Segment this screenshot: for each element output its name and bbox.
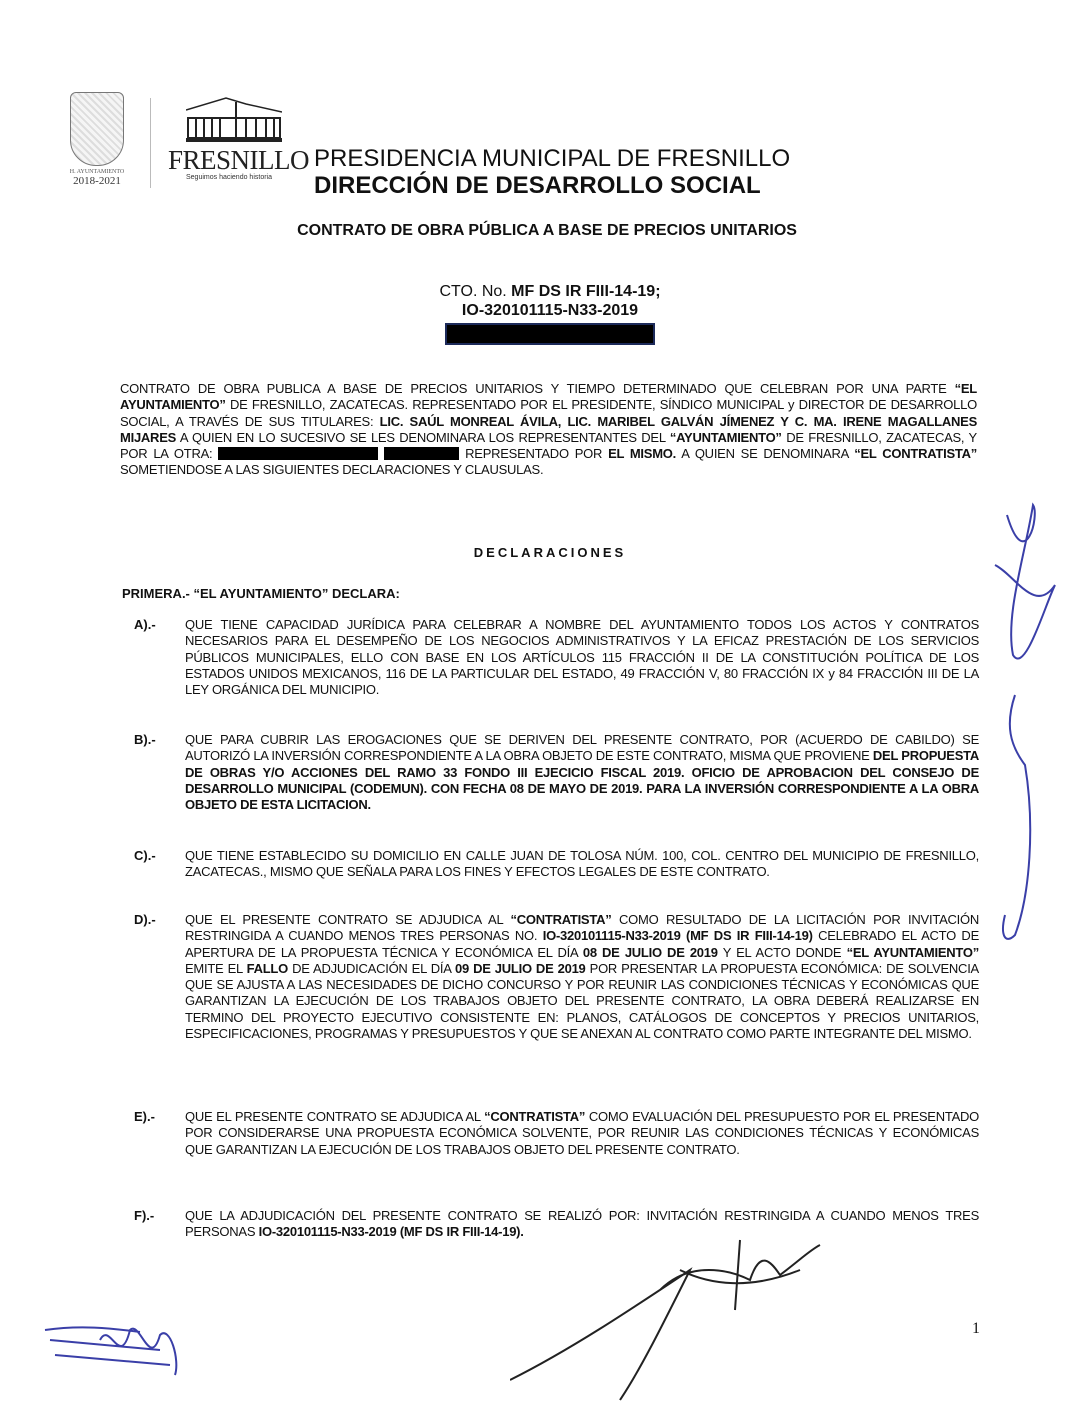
text-segment: Y EL ACTO DONDE xyxy=(717,944,847,960)
bold-text: LIC. SAÚL MONREAL ÁVILA, LIC. MARIBEL GALVÁN JÍMENEZ Y C. MA. IRENE MAGALLANES MIJARES xyxy=(120,413,977,445)
coat-of-arms-icon xyxy=(70,92,124,166)
item-letter: A).- xyxy=(134,617,156,632)
declaration-item xyxy=(122,1109,979,1158)
text-segment: CONTRATO DE OBRA PUBLICA A BASE DE PRECIOS UNITARIOS Y TIEMPO DETERMINADO QUE CELEBRAN POR UNA PARTE xyxy=(120,381,955,396)
text-segment: COMO EVALUACIÓN DEL PRESUPUESTO POR EL PRESENTADO POR CONSIDERARSE UNA PROPUESTA ECONÓMICA SOLVENTE, POR REUNIR LAS CONDICIONES TÉCNICAS Y ECONÓMICAS QUE GARANTIZAN LA EJECUCIÓN DE LOS TRABAJOS OBJETO DEL PRESENTE CONTRATO. xyxy=(185,1109,979,1157)
text-segment: DE FRESNILLO, ZACATECAS. REPRESENTADO POR EL PRESIDENTE, SÍNDICO MUNICIPAL y DIRECTOR DE DESARROLLO SOCIAL, A TRAVÉS DE SUS TITULARES: xyxy=(120,397,977,429)
header-divider xyxy=(150,98,151,188)
signature-right-margin xyxy=(985,495,1088,965)
item-letter: E).- xyxy=(134,1109,155,1124)
bold-text: 08 DE JULIO DE 2019 xyxy=(582,944,718,960)
text-segment: A QUIEN EN LO SUCESIVO SE LES DENOMINARA LOS REPRESENTANTES DEL xyxy=(176,429,670,445)
redaction-bar xyxy=(384,447,459,460)
bold-text: EL MISMO. xyxy=(608,446,677,462)
bold-text: 09 DE JULIO DE 2019 xyxy=(455,960,586,976)
text-segment: QUE TIENE CAPACIDAD JURÍDICA PARA CELEBRAR A NOMBRE DEL AYUNTAMIENTO TODOS LOS ACTOS Y CONTRATOS NECESARIOS PARA EL DESEMPEÑO DE LOS NEGOCIOS ADMINISTRATIVOS Y LA EFICAZ PRESTACIÓN DE LOS SERVICIOS PÚBLICOS MUNICIPALES, ELLO CON BASE EN LOS ARTÍCULOS 115 FRACCIÓN II DE LA CONSTITUCIÓN POLÍTICA DE LOS ESTADOS UNIDOS MEXICANOS, 116 DE LA PARTICULAR DEL ESTADO, 49 FRACCIÓN V, 80 FRACCIÓN IX y 84 FRACCIÓN III DE LA LEY ORGÁNICA DEL MUNICIPIO. xyxy=(185,617,979,698)
seal-label: H. AYUNTAMIENTO xyxy=(69,169,125,175)
text-segment: QUE LA ADJUDICACIÓN DEL PRESENTE CONTRATO SE REALIZÓ POR: INVITACIÓN RESTRINGIDA A CUANDO MENOS TRES PERSONAS xyxy=(185,1208,979,1240)
bold-text: “EL AYUNTAMIENTO” xyxy=(120,381,977,413)
header-title: PRESIDENCIA MUNICIPAL DE FRESNILLO xyxy=(314,145,791,172)
item-letter: C).- xyxy=(134,848,156,863)
text-segment: A QUIEN SE DENOMINARA xyxy=(676,446,855,462)
header-subtitle: DIRECCIÓN DE DESARROLLO SOCIAL xyxy=(314,172,761,199)
monument-icon xyxy=(186,96,282,142)
declaration-item xyxy=(122,912,979,1042)
text-segment: EMITE EL xyxy=(185,960,247,976)
item-text xyxy=(185,1109,979,1158)
document-title: CONTRATO DE OBRA PÚBLICA A BASE DE PRECIOS UNITARIOS xyxy=(297,222,797,239)
item-letter: F).- xyxy=(134,1208,155,1223)
text-segment: SOMETIENDOSE A LAS SIGUIENTES DECLARACIONES Y CLAUSULAS. xyxy=(120,462,544,478)
signature-bottom-left xyxy=(40,1310,190,1390)
primera-heading: PRIMERA.- “EL AYUNTAMIENTO” DECLARA: xyxy=(122,586,400,601)
logo-text: FRESNILLO xyxy=(168,145,310,175)
text-segment: REPRESENTADO POR xyxy=(459,446,609,462)
bold-text: “AYUNTAMIENTO” xyxy=(669,429,782,445)
declaraciones-heading: DECLARACIONES xyxy=(473,545,627,560)
bold-text: FALLO xyxy=(246,960,288,976)
contract-code-1: MF DS IR FIII-14-19; xyxy=(511,283,661,300)
declaration-item xyxy=(122,732,979,813)
item-text xyxy=(185,912,979,1042)
page-number: 1 xyxy=(972,1320,980,1337)
bold-text: “CONTRATISTA” xyxy=(510,912,612,927)
bold-text: IO-320101115-N33-2019 (MF DS IR FIII-14-19). xyxy=(258,1224,524,1240)
intro-paragraph xyxy=(120,381,977,479)
seal-years: 2018-2021 xyxy=(73,175,121,187)
bold-text: “EL AYUNTAMIENTO” xyxy=(846,944,979,960)
ayuntamiento-seal xyxy=(68,92,126,187)
text-segment: QUE EL PRESENTE CONTRATO SE ADJUDICA AL xyxy=(185,912,511,927)
text-segment: DE ADJUDICACIÓN EL DÍA xyxy=(287,960,456,976)
text-segment: QUE EL PRESENTE CONTRATO SE ADJUDICA AL xyxy=(185,1109,485,1124)
redaction-bar xyxy=(218,447,378,460)
fresnillo-logo xyxy=(168,96,308,181)
contract-code-2: IO-320101115-N33-2019 xyxy=(461,302,639,319)
item-text xyxy=(185,848,979,881)
item-letter: B).- xyxy=(134,732,156,747)
signature-bottom-center xyxy=(510,1230,830,1405)
text-segment: COMO RESULTADO DE LA LICITACIÓN POR INVITACIÓN RESTRINGIDA A CUANDO MENOS TRES PERSONAS NO. xyxy=(185,912,979,944)
item-letter: D).- xyxy=(134,912,156,927)
text-segment: QUE TIENE ESTABLECIDO SU DOMICILIO EN CALLE JUAN DE TOLOSA NÚM. 100, COL. CENTRO DEL MUNICIPIO DE FRESNILLO, ZACATECAS., MISMO QUE SEÑALA PARA LOS FINES Y EFECTOS LEGALES DE ESTE CONTRATO. xyxy=(185,848,979,880)
declaration-item xyxy=(122,617,979,698)
bold-text: “CONTRATISTA” xyxy=(484,1109,586,1124)
redaction-bar xyxy=(445,323,655,345)
contract-prefix: CTO. No. xyxy=(439,283,512,300)
text-segment: QUE PARA CUBRIR LAS EROGACIONES QUE SE DERIVEN DEL PRESENTE CONTRATO, POR (ACUERDO DE CABILDO) SE AUTORIZÓ LA INVERSIÓN CORRESPONDIENTE A LA OBRA OBJETO DE ESTE CONTRATO, MISMA QUE PROVIENE xyxy=(185,732,979,764)
bold-text: “EL CONTRATISTA” xyxy=(854,446,977,462)
item-text xyxy=(185,732,979,813)
text-segment: DE FRESNILLO, ZACATECAS, Y POR LA OTRA: xyxy=(120,429,977,462)
text-segment: CELEBRADO EL ACTO DE APERTURA DE LA PROPUESTA TÉCNICA Y ECONÓMICA EL DÍA xyxy=(185,928,979,960)
bold-text: DEL PROPUESTA DE OBRAS Y/O ACCIONES DEL RAMO 33 FONDO III EJECICIO FISCAL 2019. OFICIO DE APROBACION DEL CONSEJO DE DESARROLLO MUNICIPAL (CODEMUN). CON FECHA 08 DE MAYO DE 2019. PARA LA INVERSIÓN CORRESPONDIENTE A LA OBRA OBJETO DE ESTA LICITACION. xyxy=(185,748,979,813)
text-segment: POR PRESENTAR LA PROPUESTA ECONÓMICA: DE SOLVENCIA QUE SE AJUSTA A LAS NECESIDADES DE DICHO CONCURSO Y POR REUNIR LAS CONDICIONES TÉCNICAS Y ECONÓMICAS QUE GARANTIZAN LA EJECUCIÓN DE LOS TRABAJOS OBJETO DEL PRESENTE CONTRATO, LA OBRA DEBERÁ REALIZARSE EN TERMINO DEL PROYECTO EJECUTIVO CONSISTENTE EN: PLANOS, CATÁLOGOS DE CONCEPTOS Y PRECIOS UNITARIOS, ESPECIFICACIONES, PROGRAMAS Y PRESUPUESTOS Y QUE SE ANEXAN AL CONTRATO COMO PARTE INTEGRANTE DEL MISMO. xyxy=(185,960,979,1042)
bold-text: IO-320101115-N33-2019 (MF DS IR FIII-14-19) xyxy=(542,928,813,944)
contract-number xyxy=(0,282,1088,345)
item-text xyxy=(185,617,979,698)
declaration-item xyxy=(122,848,979,881)
logo-tagline: Seguimos haciendo historia xyxy=(186,174,272,181)
